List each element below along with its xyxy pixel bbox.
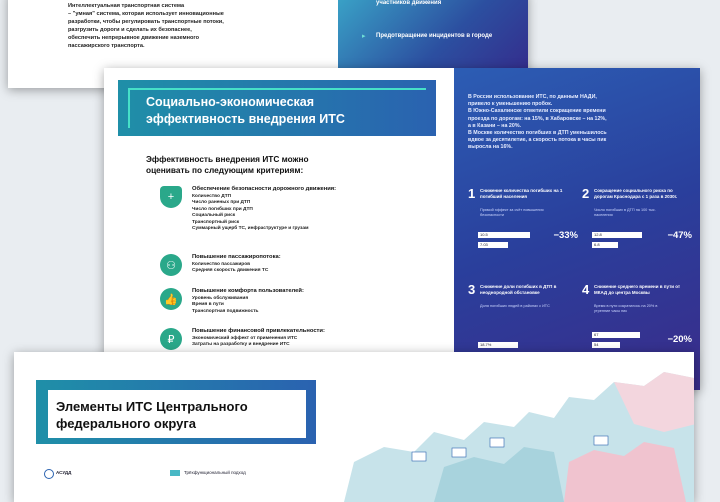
stat-bar: 7.03 [478,242,508,248]
people-icon: ⚇ [160,254,182,276]
band-item: участников движения [376,0,442,6]
text-line: пассажирского транспорта. [68,43,145,49]
stat-bar: 12.8 [592,232,642,238]
its-definition-text [68,2,298,50]
stat-bar: 67 [592,332,640,338]
intro-line: вдвое за десятилетие, а скорость потока в часы пик [468,137,607,144]
group-item: Экономический эффект от применения ИТС [192,335,298,341]
stat-heading: Снижение доли погибших в ДТП в неоднородной обстановке [480,284,557,295]
traffic-control-icon [44,469,54,479]
stat-number: 4 [582,282,590,297]
stat-number: 2 [582,186,590,201]
intro-line: В Москве количество погибших в ДТП уменьшилось [468,130,607,137]
group-item: Транспортный риск [192,219,240,225]
intro-line: выросла на 16%. [468,144,513,151]
stat-heading: Снижение среднего времени в пути от МКАД до центра Москвы [594,284,681,295]
statistics-intro [468,94,688,152]
group-item: Количество ДТП [192,193,232,199]
title-line: эффективность внедрения ИТС [146,112,345,126]
stat-number: 3 [468,282,476,297]
stat-subtext: Число погибших в ДТП на 100 тыс. населения [594,208,656,218]
intro-line: привело к уменьшению пробок. [468,101,553,108]
criteria-heading [146,154,386,176]
stat-percent: −33% [553,230,578,241]
group-item: Средняя скорость движения ТС [192,268,269,274]
stat-subtext: Время в пути сократилось на 20% в утренние часы пик [594,304,658,314]
map-label-box [452,448,466,457]
slide-header [118,80,436,136]
map-label-box [594,436,608,445]
group-heading: Обеспечение безопасности дорожного движения: [192,186,337,192]
stat-subtext: Доля погибших людей в районах с ИТС [480,304,550,308]
thumbs-up-icon: 👍 [160,288,182,310]
intro-line: В России использование ИТС, по данным НАДИ, [468,94,597,100]
stat-heading: Снижение количества погибших на 1 погибший населения [480,188,563,199]
stat-heading: Сокращение социального риска по дорогам Краснодара с 1 раза в 2030г. [594,188,678,199]
stat-bar: 6.8 [592,242,618,248]
title-line: Социально-экономическая [146,95,315,109]
group-heading: Повышение пассажиропотока: [192,254,281,260]
shield-plus-icon: + [160,186,182,208]
slide-title [56,398,248,432]
band-item: Предотвращение инцидентов в городе [376,33,493,39]
statistics-panel [454,68,700,390]
group-item: Затраты на разработку и внедрение ИТС [192,342,290,348]
intro-line: а в Казани – на 20%. [468,122,521,129]
title-line: федерального округа [56,416,197,431]
group-item: Социальный риск [192,213,236,219]
intro-line: проезда по дорогам: на 15%, в Хабаровске – на 12%, [468,115,607,122]
group-item: Время в пути [192,302,224,308]
legend-label: Трёхфункциональный подход [184,470,246,475]
text-line: обеспечить непрерывное движение наземного [68,35,200,41]
group-item: Число раненых при ДТП [192,200,251,206]
ruble-icon: ₽ [160,328,182,350]
header-inner [48,390,306,438]
legend-swatch [170,470,180,476]
middle-page [104,68,700,390]
stat-bar: 54 [592,342,620,348]
group-item: Суммарный ущерб ТС, инфраструктуре и грузам [192,226,309,232]
group-item: Уровень обслуживания [192,295,249,301]
criteria-line: Эффективность внедрения ИТС можно [146,154,309,164]
stat-card [468,282,578,354]
group-item: Число погибших при ДТП [192,206,253,212]
stat-bar: 18.7% [478,342,518,348]
text-line: разгрузить дороги и сделать их безопаснее, [68,27,192,33]
arrow-icon: ▸ [362,33,366,40]
stat-subtext: Прямой эффект за счёт повышения безопасности [480,208,544,218]
criteria-line: оценивать по следующим критериям: [146,165,304,175]
group-item: Количество пассажиров [192,261,251,267]
text-line: разработки, чтобы регулировать транспортные потоки, [68,19,224,25]
slide-title [146,94,345,128]
intro-line: В Южно-Сахалинске отметили сокращение времени [468,108,606,115]
stat-card [468,186,578,258]
group-heading: Повышение комфорта пользователей: [192,288,304,294]
group-item: Транспортная подвижность [192,308,259,314]
slide-header [36,380,316,444]
stat-percent: −47% [667,230,692,241]
text-line: – "умная" система, которая использует инновационные [68,11,224,17]
stat-card [582,282,692,354]
group-heading: Повышение финансовой привлекательности: [192,328,325,334]
stat-number: 1 [468,186,476,201]
stat-card [582,186,692,258]
map-label-box [412,452,426,461]
map-label-box [490,438,504,447]
stat-bar: 10.5 [478,232,530,238]
text-line: Интеллектуальная транспортная система [68,3,185,9]
legend-label: АСУДД [56,470,72,475]
title-line: Элементы ИТС Центрального [56,399,248,414]
stat-percent: −20% [667,334,692,345]
